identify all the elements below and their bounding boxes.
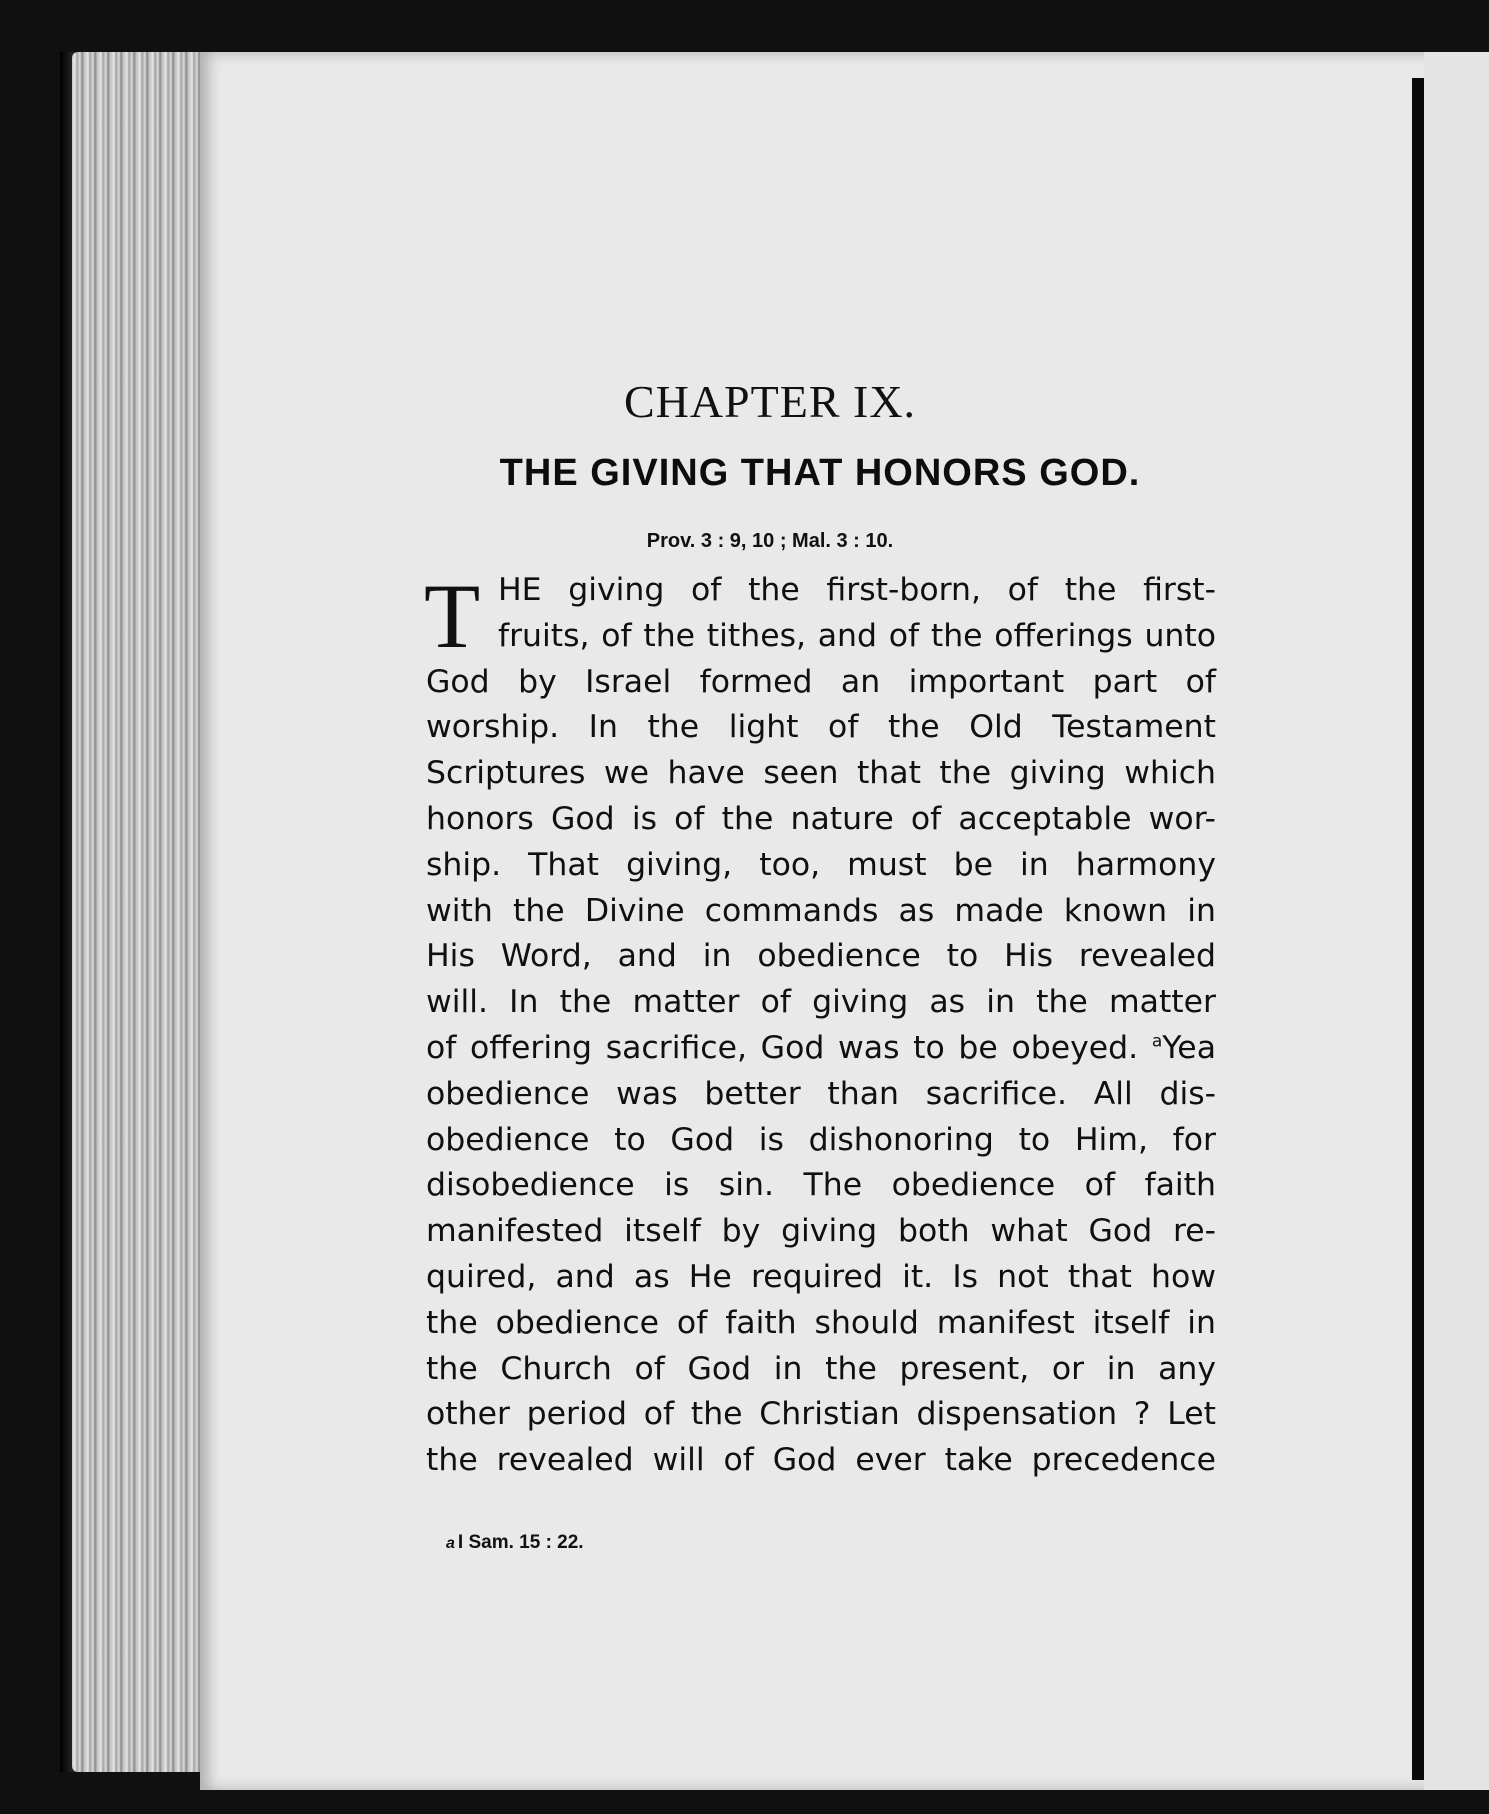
text-line: fruits, of the tithes, and of the offerings unto: [498, 617, 1216, 654]
text-line: with the Divine commands as made known in: [426, 892, 1216, 929]
text-line: the revealed will of God ever take precedence: [426, 1442, 1216, 1479]
text-line: obedience to God is dishonoring to Him, for: [426, 1121, 1216, 1158]
facing-page-strip: [1424, 52, 1489, 1790]
text-line-head: of offering sacrifice, God was to be obeyed.: [426, 1029, 1139, 1066]
chapter-number: CHAPTER IX.: [623, 376, 917, 427]
book-page-edges: [72, 52, 212, 1772]
text-line: HE giving of the first-born, of the first-: [498, 572, 1216, 608]
text-line: quired, and as He required it. Is not that how: [426, 1258, 1216, 1295]
text-line: His Word, and in obedience to His revealed: [426, 938, 1216, 975]
text-line: manifested itself by giving both what God re-: [426, 1213, 1216, 1250]
footnote-text: I Sam. 15 : 22.: [457, 1532, 584, 1553]
text-line: worship. In the light of the Old Testament: [426, 709, 1216, 746]
text-line: obedience was better than sacrifice. All dis-: [426, 1075, 1216, 1112]
text-line: ship. That giving, too, must be in harmony: [426, 846, 1216, 883]
text-line: the obedience of faith should manifest itself in: [426, 1304, 1216, 1341]
body-text: [424, 565, 1216, 1484]
text-line-with-footnote: [426, 1026, 1216, 1072]
page-right-border: [1412, 78, 1424, 1780]
text-line: other period of the Christian dispensation ? Let: [426, 1396, 1216, 1433]
drop-cap: T: [424, 565, 481, 667]
text-line: the Church of God in the present, or in any: [426, 1350, 1216, 1387]
footnote-mark: a: [446, 1535, 455, 1552]
text-line: honors God is of the nature of acceptable wor-: [426, 800, 1216, 837]
footnote-ref-mark: a: [1151, 1031, 1163, 1052]
text-line-tail: Yea: [1162, 1029, 1216, 1066]
text-line: will. In the matter of giving as in the matter: [426, 984, 1216, 1021]
chapter-heading: THE GIVING THAT HONORS GOD.: [499, 452, 1141, 494]
text-line: God by Israel formed an important part of: [426, 663, 1216, 700]
text-line: disobedience is sin. The obedience of faith: [426, 1167, 1216, 1204]
text-line: Scriptures we have seen that the giving which: [426, 755, 1216, 792]
scripture-reference: Prov. 3 : 9, 10 ; Mal. 3 : 10.: [646, 530, 894, 552]
footnote: [446, 1532, 584, 1554]
